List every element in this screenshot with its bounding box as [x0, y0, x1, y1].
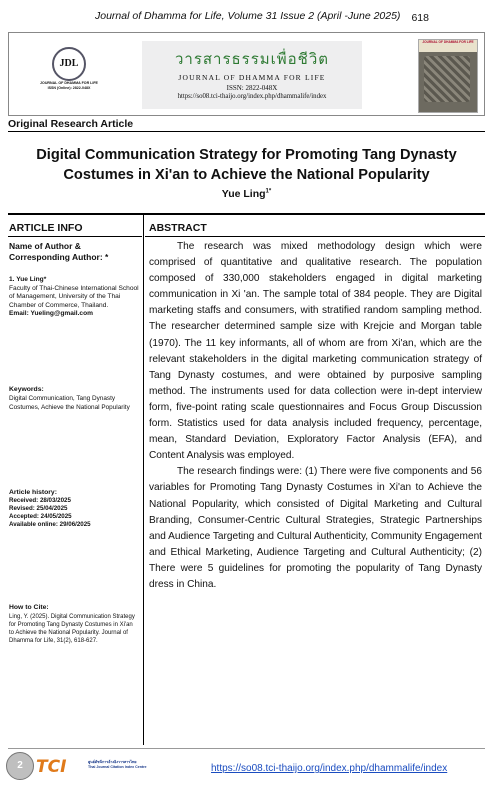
cover-title: JOURNAL OF DHAMMA FOR LIFE: [419, 40, 477, 52]
abstract-paragraph: The research was mixed methodology design which were comprised of quantitative and qualitative research. The population composed of 330,000 stakeholders engaged in digital marketing communication in Xi 'an. The sample total of 384 people. They are Digital marketing staffs and consumers, with stratified random sampling method. The researcher determined sample size with Krejcie and Morgan table (1970). The 11 key informants, all of whom are from Xi'an, which are the relevant stakeholders in the digital marketing communication strategy of Tang Dynasty costumes, and were obtained by purposive sampling method. The instruments used for data collection were in-dept interview form, five-point rating scale questionnaires and Focus Group Discussion form. Statistics used for data analysis included frequency, percentage, mean, Standard Deviation, Exploratory Factor Analysis (EFA), and Content Analysis was employed.: [149, 241, 482, 462]
divider: [8, 131, 485, 132]
author-entry: 1. Yue Ling*: [9, 276, 47, 283]
journal-banner: [142, 41, 362, 109]
accepted-date: Accepted: 24/05/2025: [9, 513, 72, 520]
footer-link[interactable]: https://so08.tci-thaijo.org/index.php/dhammalife/index: [211, 763, 448, 774]
logo-caption: JOURNAL OF DHAMMA FOR LIFE: [40, 81, 98, 85]
tci-logo: TCI: [36, 757, 67, 777]
running-header: Journal of Dhamma for Life, Volume 31 Issue 2 (April -June 2025): [95, 10, 401, 22]
footer-divider: [8, 748, 485, 749]
author-affiliation: [9, 276, 139, 319]
keywords: Digital Communication, Tang Dynasty Costumes, Achieve the National Popularity: [9, 395, 130, 411]
corresponding-author-heading: Name of Author & Corresponding Author: *: [9, 241, 109, 262]
jdl-logo: [15, 47, 123, 91]
tci-caption-thai: ศูนย์ดัชนีการอ้างอิงวารสารไทย: [88, 760, 137, 764]
abstract-paragraph: The research findings were: (1) There were five components and 56 variables for Promoting Tang Dynasty Costumes in Xi'an to Achieve the National Popularity, which consisted of Digital Marketing and Cultural Branding, Consumer-Centric Cultural Strategies, Strategic Partnerships and Audience Targeting and Cultural Authenticity, Community Engagement and Ethical Marketing, Audience Targeting and Cultural Authenticity; (2) There were 5 guidelines for promoting the popularity of Tang Dynasty dress in China.: [149, 466, 482, 590]
journal-url[interactable]: https://so08.tci-thaijo.org/index.php/dhammalife/index: [177, 93, 327, 100]
abstract-heading: ABSTRACT: [149, 222, 207, 234]
author-email: Email: Yueling@gmail.com: [9, 310, 93, 318]
received-date: Received: 28/03/2025: [9, 497, 71, 504]
journal-cover-image: [418, 39, 478, 113]
abstract-body: [149, 239, 482, 593]
column-divider: [143, 215, 144, 745]
author-mark: 1*: [265, 188, 272, 195]
logo-issn: ISSN (Online): 2822-048X: [47, 86, 91, 90]
article-info-heading: ARTICLE INFO: [9, 222, 83, 234]
author-name: Yue Ling: [221, 188, 266, 200]
cite-heading: How to Cite:: [9, 604, 49, 611]
tci-caption-english: Thai Journal Citation Index Centre: [88, 765, 147, 769]
cc-license-icon: 2: [6, 752, 34, 780]
journal-name: JOURNAL OF DHAMMA FOR LIFE: [178, 73, 326, 82]
journal-masthead: [8, 32, 485, 116]
affiliation-text: Faculty of Thai-Chinese International School of Management, University of the Thai Chamber of Commerce, Thailand.: [9, 284, 139, 309]
jdl-logo-emblem: JDL: [52, 47, 86, 81]
page-number: 618: [411, 12, 429, 24]
tci-caption: [88, 760, 147, 770]
history-heading: Article history:: [9, 489, 57, 496]
article-history: [9, 497, 139, 529]
available-date: Available online: 29/06/2025: [9, 521, 91, 528]
revised-date: Revised: 25/04/2025: [9, 505, 68, 512]
divider: [8, 236, 142, 237]
author-line: [8, 188, 485, 200]
article-title: Digital Communication Strategy for Promoting Tang Dynasty Costumes in Xi'an to Achieve the National Popularity: [36, 147, 457, 183]
thai-journal-title: วารสารธรรมเพื่อชีวิต: [174, 50, 330, 68]
citation: Ling, Y. (2025). Digital Communication Strategy for Promoting Tang Dynasty Costumes in Xi'an to Achieve the National Popularity. Journal of Dhamma for Life, 31(2), 618-627.: [9, 614, 135, 644]
divider: [145, 236, 485, 237]
issn: ISSN: 2822-048X: [226, 84, 278, 92]
divider: [8, 213, 485, 215]
keywords-heading: Keywords:: [9, 386, 44, 393]
section-label: Original Research Article: [8, 118, 134, 130]
cover-artwork: [424, 56, 470, 102]
